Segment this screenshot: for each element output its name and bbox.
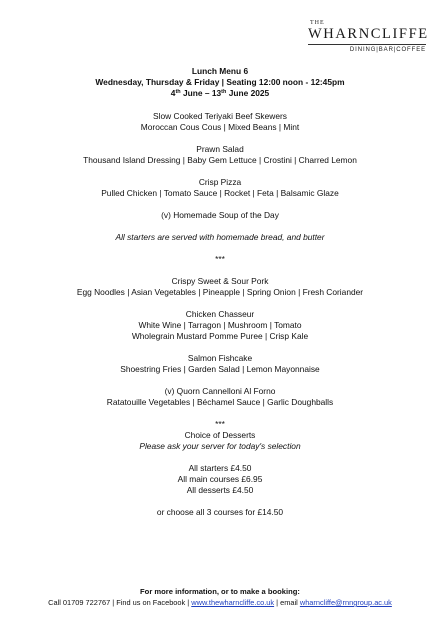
starters-note: All starters are served with homemade bread, and butter xyxy=(115,232,325,242)
menu-schedule: Wednesday, Thursday & Friday | Seating 12:00 noon - 12:45pm xyxy=(95,77,345,87)
dates-end-rest: June 2025 xyxy=(226,88,270,98)
footer-call: Call 01709 722767 | Find us on Facebook | xyxy=(48,598,192,607)
price-starters: All starters £4.50 xyxy=(188,463,252,473)
desserts-note: Please ask your server for today's selection xyxy=(139,441,301,451)
three-course-offer: or choose all 3 courses for £14.50 xyxy=(156,507,284,517)
main-name: Crispy Sweet & Sour Pork xyxy=(171,276,269,286)
main-name: (v) Quorn Cannelloni Al Forno xyxy=(164,386,276,396)
starter-name: Prawn Salad xyxy=(196,144,244,154)
desserts-title: Choice of Desserts xyxy=(184,430,256,440)
starter-name: Slow Cooked Teriyaki Beef Skewers xyxy=(153,111,287,121)
main-details: Wholegrain Mustard Pomme Puree | Crisp Kale xyxy=(131,331,309,341)
footer-heading: For more information, or to make a booking: xyxy=(140,587,300,596)
main-details: Shoestring Fries | Garden Salad | Lemon Mayonnaise xyxy=(120,364,320,374)
starter-name: (v) Homemade Soup of the Day xyxy=(161,210,279,220)
main-details: Ratatouille Vegetables | Béchamel Sauce | Garlic Doughballs xyxy=(106,397,334,407)
main-details: Egg Noodles | Asian Vegetables | Pineapple | Spring Onion | Fresh Coriander xyxy=(76,287,364,297)
starter-details: Moroccan Cous Cous | Mixed Beans | Mint xyxy=(140,122,300,132)
logo-tagline: DINING|BAR|COFFEE xyxy=(349,47,426,53)
wharncliffe-logo xyxy=(308,20,429,53)
email-link[interactable]: wharncliffe@rnngroup.ac.uk xyxy=(299,598,392,607)
starter-details: Pulled Chicken | Tomato Sauce | Rocket | Feta | Balsamic Glaze xyxy=(101,188,339,198)
price-mains: All main courses £6.95 xyxy=(177,474,263,484)
main-name: Salmon Fishcake xyxy=(187,353,253,363)
main-details: White Wine | Tarragon | Mushroom | Tomato xyxy=(138,320,302,330)
menu-dates xyxy=(0,88,440,99)
dates-end-day: 13 xyxy=(211,88,222,98)
dates-start-day: 4 xyxy=(170,88,176,98)
main-item xyxy=(0,353,440,375)
main-item xyxy=(0,386,440,408)
menu-title: Lunch Menu 6 xyxy=(191,66,249,76)
dates-end-sup: th xyxy=(221,89,227,95)
starter-details: Thousand Island Dressing | Baby Gem Lettuce | Crostini | Charred Lemon xyxy=(83,155,357,165)
dates-start-sup: th xyxy=(175,89,181,95)
starter-item xyxy=(0,111,440,133)
footer xyxy=(0,586,440,608)
starter-item xyxy=(0,210,440,221)
price-desserts: All desserts £4.50 xyxy=(186,485,254,495)
dates-start-month: June – xyxy=(180,88,212,98)
main-item xyxy=(0,309,440,342)
logo-rule xyxy=(308,44,426,45)
footer-email-prefix: | email xyxy=(274,598,300,607)
footer-contact xyxy=(0,597,440,608)
logo-brand: WHARNCLIFFE xyxy=(308,26,429,42)
section-divider: *** xyxy=(215,419,225,429)
starter-name: Crisp Pizza xyxy=(198,177,242,187)
main-item xyxy=(0,276,440,298)
website-link[interactable]: www.thewharncliffe.co.uk xyxy=(191,598,275,607)
logo-the: THE xyxy=(310,20,325,26)
starter-item xyxy=(0,144,440,166)
section-divider: *** xyxy=(215,254,225,264)
starter-item xyxy=(0,177,440,199)
menu-body xyxy=(0,66,440,518)
main-name: Chicken Chasseur xyxy=(185,309,255,319)
